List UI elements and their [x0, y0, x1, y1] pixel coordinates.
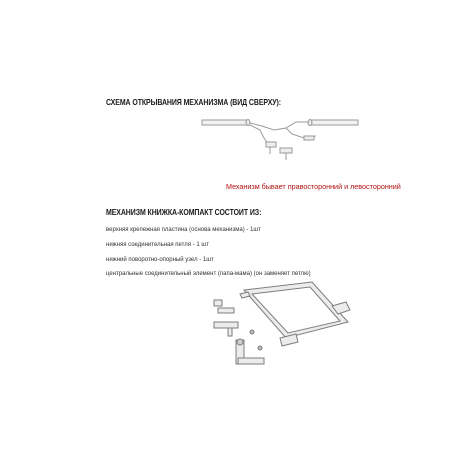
top-view-diagram — [200, 108, 360, 164]
kit-item-top-plate: верхняя крепежная пластина (основа механизма) - 1шт — [106, 227, 261, 233]
top-view-heading: СХЕМА ОТКРЫВАНИЯ МЕХАНИЗМА (ВИД СВЕРХУ): — [106, 97, 281, 107]
kit-item-pivot-unit: нижний поворотно-опорный узел - 1шт — [106, 257, 214, 263]
kit-item-center-connector: центральные соединительный элемент (папа-мама) (он заменяет петлю) — [106, 271, 311, 277]
mechanism-parts-photo — [200, 276, 360, 372]
kit-item-bottom-hinge: нижняя соединительная петля - 1 шт — [106, 242, 209, 248]
mechanism-side-note: Механизм бывает правосторонний и левосторонний — [226, 182, 401, 191]
kit-heading: МЕХАНИЗМ КНИЖКА-КОМПАКТ СОСТОИТ ИЗ: — [106, 207, 262, 217]
